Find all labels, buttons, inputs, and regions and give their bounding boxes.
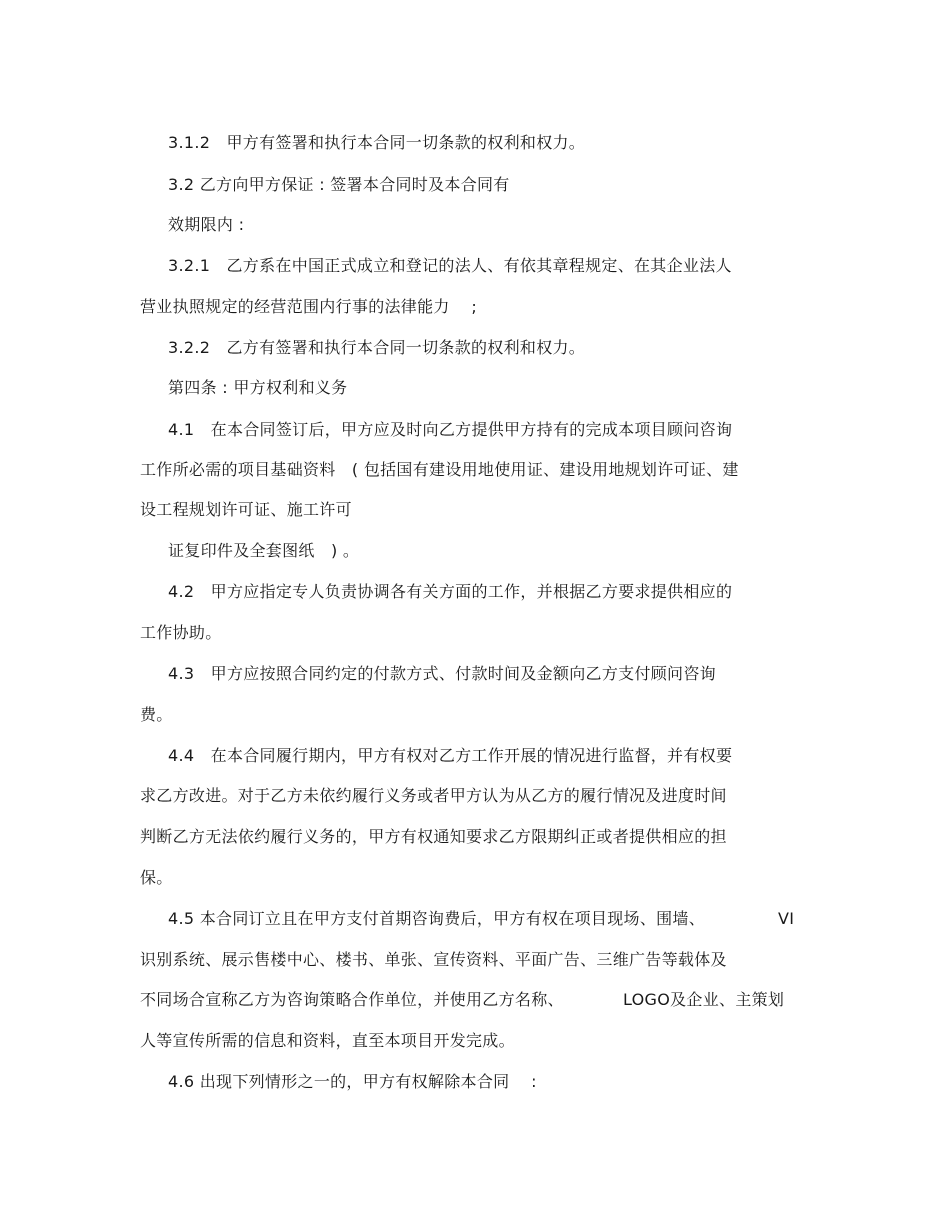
article-4-heading: 第四条 : 甲方权利和义务 xyxy=(168,378,348,397)
clause-4-1-cont-1: 工作所必需的项目基础资料 ( 包括国有建设用地使用证、建设用地规划许可证、建 xyxy=(140,460,739,479)
clause-3-2-1: 3.2.1 乙方系在中国正式成立和登记的法人、有依其章程规定、在其企业法人 xyxy=(168,256,732,275)
clause-4-2-cont: 工作协助。 xyxy=(140,623,222,642)
clause-3-2-cont: 效期限内 : xyxy=(168,215,245,234)
clause-3-1-2: 3.1.2 甲方有签署和执行本合同一切条款的权利和权力。 xyxy=(168,133,586,152)
clause-4-5-cont-3: 人等宣传所需的信息和资料，直至本项目开发完成。 xyxy=(140,1031,515,1050)
clause-4-1-cont-3: 证复印件及全套图纸 ) 。 xyxy=(168,541,360,560)
clause-4-3-cont: 费。 xyxy=(140,705,173,724)
clause-4-4: 4.4 在本合同履行期内，甲方有权对乙方工作开展的情况进行监督，并有权要 xyxy=(168,746,733,765)
clause-4-4-cont-2: 判断乙方无法依约履行义务的，甲方有权通知要求乙方限期纠正或者提供相应的担 xyxy=(140,827,727,846)
clause-3-2-1-cont: 营业执照规定的经营范围内行事的法律能力 ; xyxy=(140,297,478,316)
clause-4-5-cont-1: 识别系统、展示售楼中心、楼书、单张、宣传资料、平面广告、三维广告等载体及 xyxy=(140,950,727,969)
clause-4-4-cont-3: 保。 xyxy=(140,868,173,887)
clause-4-3: 4.3 甲方应按照合同约定的付款方式、付款时间及金额向乙方支付顾问咨询 xyxy=(168,664,716,683)
clause-3-2: 3.2 乙方向甲方保证 : 签署本合同时及本合同有 xyxy=(168,175,510,194)
clause-4-4-cont-1: 求乙方改进。对于乙方未依约履行义务或者甲方认为从乙方的履行情况及进度时间 xyxy=(140,786,727,805)
clause-4-2: 4.2 甲方应指定专人负责协调各有关方面的工作，并根据乙方要求提供相应的 xyxy=(168,582,733,601)
clause-4-6: 4.6 出现下列情形之一的，甲方有权解除本合同 : xyxy=(168,1072,537,1091)
clause-4-5-cont-2: 不同场合宣称乙方为咨询策略合作单位，并使用乙方名称、 xyxy=(140,990,564,1009)
clause-4-5: 4.5 本合同订立且在甲方支付首期咨询费后，甲方有权在项目现场、围墙、 xyxy=(168,909,706,928)
clause-4-5-vi: VI xyxy=(778,909,795,928)
clause-4-5-logo: LOGO及企业、主策划 xyxy=(623,990,785,1009)
clause-3-2-2: 3.2.2 乙方有签署和执行本合同一切条款的权利和权力。 xyxy=(168,338,586,357)
clause-4-1-cont-2: 设工程规划许可证、施工许可 xyxy=(140,500,352,519)
clause-4-1: 4.1 在本合同签订后，甲方应及时向乙方提供甲方持有的完成本项目顾问咨询 xyxy=(168,420,733,439)
